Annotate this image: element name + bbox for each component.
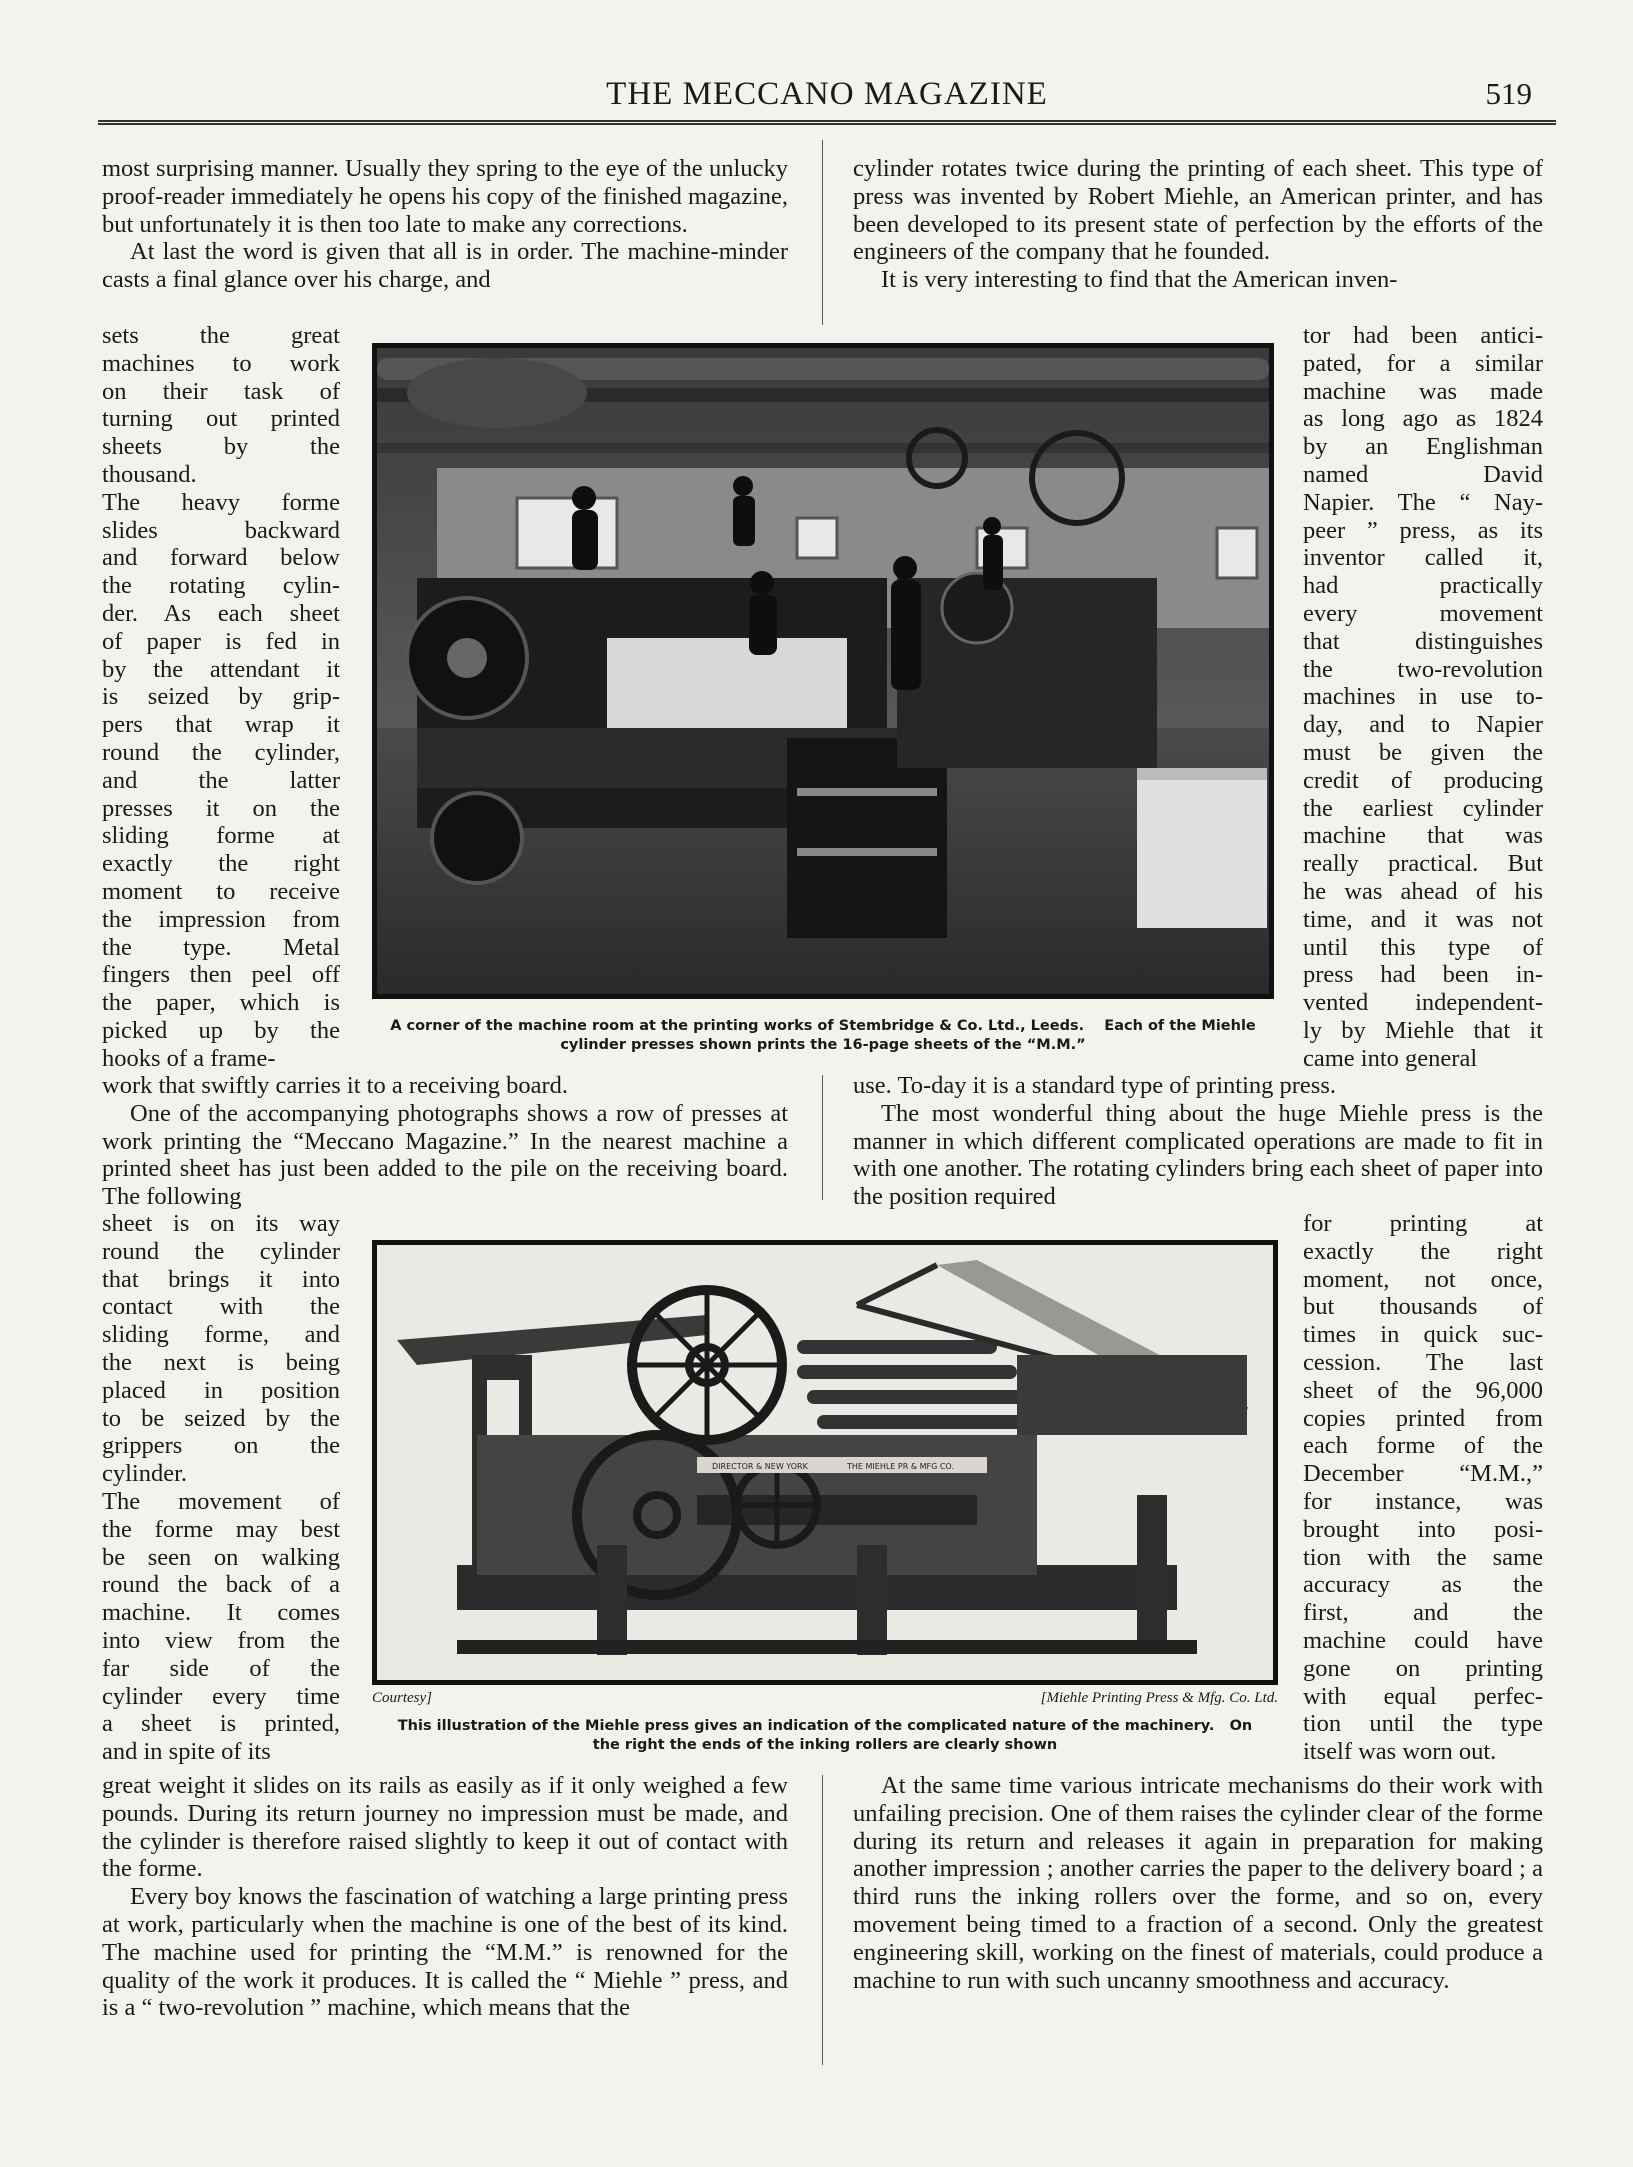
text-line: each forme of the: [1303, 1432, 1543, 1460]
text-line: round the back of a: [102, 1571, 340, 1599]
text-line: time, and it was not: [1303, 905, 1543, 933]
paragraph: use. To-day it is a standard type of printing press.: [853, 1072, 1336, 1099]
left-narrow-block-1: [102, 322, 340, 1073]
text-line: The movement of: [102, 1487, 340, 1515]
text-line: by an Englishman: [1303, 433, 1543, 461]
text-line: machine that was: [1303, 822, 1543, 850]
machine-room-caption-line2: cylinder presses shown prints the 16-page sheets of the “M.M.”: [560, 1037, 1086, 1053]
paragraph: most surprising manner. Usually they spring to the eye of the unlucky proof-reader immediately he opens his copy of the finished magazine, but unfortunately it is then too late to make any corrections.: [102, 155, 788, 238]
paragraph: work that swiftly carries it to a receiving board.: [102, 1072, 569, 1099]
text-line: pers that wrap it: [102, 711, 340, 739]
page-header: [98, 70, 1556, 125]
text-line: came into general: [1303, 1044, 1478, 1072]
text-line: far side of the: [102, 1654, 340, 1682]
text-line: but thousands of: [1303, 1293, 1543, 1321]
text-line: cylinder.: [102, 1460, 188, 1488]
text-line: grippers on the: [102, 1432, 340, 1460]
text-line: machines in use to-: [1303, 683, 1543, 711]
text-line: fingers then peel off: [102, 961, 340, 989]
text-line: gone on printing: [1303, 1654, 1543, 1682]
text-line: times in quick suc-: [1303, 1321, 1543, 1349]
text-line: on their task of: [102, 377, 340, 405]
text-line: thousand.: [102, 460, 197, 488]
text-line: inventor called it,: [1303, 544, 1543, 572]
text-line: to be seized by the: [102, 1404, 340, 1432]
text-line: sets the great: [102, 322, 340, 349]
text-line: placed in position: [102, 1376, 340, 1404]
text-line: named David: [1303, 460, 1543, 488]
text-line: sliding forme at: [102, 822, 340, 850]
text-line: machine could have: [1303, 1626, 1543, 1654]
text-line: credit of producing: [1303, 766, 1543, 794]
text-line: Napier. The “ Nay-: [1303, 488, 1543, 516]
right-column-bottom: [853, 1772, 1543, 1994]
text-line: cession. The last: [1303, 1348, 1543, 1376]
text-line: the paper, which is: [102, 989, 340, 1017]
press-maker-plate-right: THE MIEHLE PR & MFG CO.: [847, 1462, 954, 1471]
paragraph: At last the word is given that all is in order. The machine-minder casts a final glance over his charge, and: [102, 238, 788, 294]
text-line: is seized by grip-: [102, 683, 340, 711]
text-line: the two-revolution: [1303, 655, 1543, 683]
page-number: 519: [1485, 76, 1532, 111]
text-line: exactly the right: [102, 850, 340, 878]
text-line: ly by Miehle that it: [1303, 1016, 1543, 1044]
text-line: round the cylinder: [102, 1237, 340, 1265]
text-line: hooks of a frame-: [102, 1044, 276, 1072]
text-line: moment, not once,: [1303, 1265, 1543, 1293]
text-line: accuracy as the: [1303, 1571, 1543, 1599]
text-line: turning out printed: [102, 405, 340, 433]
machine-room-illustration: [377, 348, 1269, 994]
credit-left: Courtesy]: [372, 1690, 432, 1706]
press-maker-plate-left: DIRECTOR & NEW YORK: [712, 1462, 808, 1471]
text-line: the type. Metal: [102, 933, 340, 961]
column-rule-bottom: [822, 1775, 823, 2065]
text-line: The heavy forme: [102, 488, 340, 516]
text-line: copies printed from: [1303, 1404, 1543, 1432]
text-line: the next is being: [102, 1348, 340, 1376]
text-line: for instance, was: [1303, 1487, 1543, 1515]
paragraph: It is very interesting to find that the American inven-: [881, 266, 1398, 294]
text-line: cylinder every time: [102, 1682, 340, 1710]
text-line: contact with the: [102, 1293, 340, 1321]
text-line: until this type of: [1303, 933, 1543, 961]
text-line: with equal perfec-: [1303, 1682, 1543, 1710]
text-line: moment to receive: [102, 877, 340, 905]
text-line: the earliest cylinder: [1303, 794, 1543, 822]
miehle-press-illustration: [377, 1245, 1273, 1680]
text-line: press had been in-: [1303, 961, 1543, 989]
left-column-bottom: [102, 1772, 788, 2022]
text-line: first, and the: [1303, 1599, 1543, 1627]
text-line: pated, for a similar: [1303, 349, 1543, 377]
text-line: a sheet is printed,: [102, 1710, 340, 1738]
text-line: machines to work: [102, 349, 340, 377]
miehle-press-illustration-frame: [372, 1240, 1278, 1685]
text-line: had practically: [1303, 572, 1543, 600]
miehle-press-credit: [372, 1690, 1278, 1710]
right-narrow-block-2: [1303, 1210, 1543, 1766]
text-line: and the latter: [102, 766, 340, 794]
text-line: day, and to Napier: [1303, 711, 1543, 739]
text-line: as long ago as 1824: [1303, 405, 1543, 433]
text-line: sliding forme, and: [102, 1321, 340, 1349]
text-line: for printing at: [1303, 1210, 1543, 1237]
miehle-press-caption-line1: This illustration of the Miehle press gives an indication of the complicated nature of the machinery. On: [397, 1718, 1253, 1734]
text-line: round the cylinder,: [102, 738, 340, 766]
text-line: tion with the same: [1303, 1543, 1543, 1571]
text-line: be seen on walking: [102, 1543, 340, 1571]
left-column-top: [102, 155, 788, 294]
text-line: exactly the right: [1303, 1237, 1543, 1265]
text-line: must be given the: [1303, 738, 1543, 766]
text-line: presses it on the: [102, 794, 340, 822]
text-line: slides backward: [102, 516, 340, 544]
text-line: the impression from: [102, 905, 340, 933]
paragraph: cylinder rotates twice during the printing of each sheet. This type of press was invented by Robert Miehle, an American printer, and has been developed to its present state of perfection by the efforts of the engineers of the company that he founded.: [853, 155, 1543, 266]
column-rule-top: [822, 140, 823, 325]
text-line: every movement: [1303, 599, 1543, 627]
paragraph: Every boy knows the fascination of watching a large printing press at work, particularly when the machine is one of the best of its kind. The machine used for printing the “M.M.” is renowned for the quality of the work it produces. It is called the “ Miehle ” press, and is a “ two-revolution ” machine, which means that the: [102, 1883, 788, 2022]
text-line: of paper is fed in: [102, 627, 340, 655]
text-line: that distinguishes: [1303, 627, 1543, 655]
paragraph: great weight it slides on its rails as easily as if it only weighed a few pounds. During its return journey no impression must be made, and the cylinder is therefore raised slightly to keep it out of contact with the forme.: [102, 1772, 788, 1883]
miehle-press-caption-line2: the right the ends of the inking rollers are clearly shown: [592, 1737, 1058, 1753]
machine-room-caption-line1: A corner of the machine room at the printing works of Stembridge & Co. Ltd., Leeds. Each of the Miehle: [390, 1018, 1256, 1034]
text-line: really practical. But: [1303, 850, 1543, 878]
text-line: sheets by the: [102, 433, 340, 461]
text-line: machine was made: [1303, 377, 1543, 405]
text-line: vented independent-: [1303, 989, 1543, 1017]
text-line: the rotating cylin-: [102, 572, 340, 600]
text-line: tor had been antici-: [1303, 322, 1543, 349]
paragraph: The most wonderful thing about the huge Miehle press is the manner in which different complicated operations are made to fit in with one another. The rotating cylinders bring each sheet of paper into the position required: [853, 1099, 1543, 1211]
left-narrow-block-2: [102, 1210, 340, 1766]
machine-room-photo: [372, 343, 1274, 999]
text-line: he was ahead of his: [1303, 877, 1543, 905]
right-column-top: [853, 155, 1543, 294]
text-line: into view from the: [102, 1626, 340, 1654]
text-line: sheet of the 96,000: [1303, 1376, 1543, 1404]
text-line: der. As each sheet: [102, 599, 340, 627]
text-line: and in spite of its: [102, 1738, 271, 1766]
text-line: that brings it into: [102, 1265, 340, 1293]
text-line: and forward below: [102, 544, 340, 572]
miehle-press-caption: [366, 1717, 1284, 1755]
text-line: brought into posi-: [1303, 1515, 1543, 1543]
paragraph: One of the accompanying photographs shows a row of presses at work printing the “Meccano Magazine.” In the nearest machine a printed sheet has just been added to the pile on the receiving board. The following: [102, 1099, 788, 1211]
text-line: sheet is on its way: [102, 1210, 340, 1237]
text-line: picked up by the: [102, 1016, 340, 1044]
text-line: machine. It comes: [102, 1599, 340, 1627]
text-line: by the attendant it: [102, 655, 340, 683]
machine-room-caption: [366, 1017, 1280, 1055]
column-rule-middle: [822, 1075, 823, 1200]
left-column-middle: [102, 1072, 788, 1211]
magazine-title: THE MECCANO MAGAZINE: [606, 76, 1048, 112]
text-line: December “M.M.,”: [1303, 1460, 1543, 1488]
paragraph: At the same time various intricate mechanisms do their work with unfailing precision. One of them raises the cylinder clear of the forme during its return and releases it again in preparation for making another impression ; another carries the paper to the delivery board ; a third runs the inking rollers over the forme, and so on, every movement being timed to a fraction of a second. Only the greatest engineering skill, working on the finest of materials, could produce a machine to run with such uncanny smoothness and accuracy.: [853, 1772, 1543, 1994]
credit-right: [Miehle Printing Press & Mfg. Co. Ltd.: [1040, 1690, 1278, 1706]
right-narrow-block-1: [1303, 322, 1543, 1073]
text-line: peer ” press, as its: [1303, 516, 1543, 544]
text-line: itself was worn out.: [1303, 1738, 1497, 1766]
right-column-middle: [853, 1072, 1543, 1211]
text-line: the forme may best: [102, 1515, 340, 1543]
text-line: tion until the type: [1303, 1710, 1543, 1738]
